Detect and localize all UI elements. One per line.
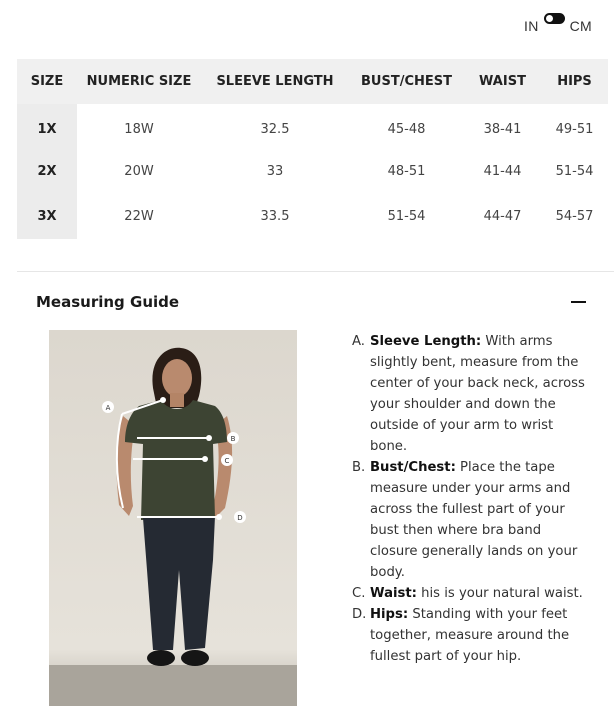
step-text: his is your natural waist.: [416, 586, 583, 601]
unit-label-cm[interactable]: CM: [569, 18, 592, 34]
table-cell: 48-51: [387, 164, 426, 179]
step-term: Bust/Chest:: [370, 460, 456, 475]
column-header: HIPS: [541, 59, 608, 104]
table-cell: 38-41: [483, 122, 522, 137]
list-item: [352, 457, 592, 583]
table-cell: 33.5: [260, 209, 290, 224]
size-cell: 2X: [17, 149, 77, 194]
list-item: [352, 583, 592, 604]
marker-letter: A: [105, 404, 111, 412]
step-term: Sleeve Length:: [370, 334, 482, 349]
marker-letter: C: [224, 457, 230, 465]
step-text: Standing with your feet together, measure around the fullest part of your hip.: [370, 607, 570, 664]
table-cell: 32.5: [260, 122, 290, 137]
step-term: Hips:: [370, 607, 409, 622]
step-text: With arms slightly bent, measure from the center of your back neck, across your shoulder and down the outside of your arm to wrist bone.: [370, 334, 585, 454]
table-cell: 51-54: [555, 164, 594, 179]
measurement-steps-list: [352, 331, 592, 667]
step-letter: B.: [352, 460, 366, 475]
column-header: SIZE: [17, 59, 77, 104]
table-cell: 49-51: [555, 122, 594, 137]
column-header: SLEEVE LENGTH: [201, 59, 349, 104]
step-letter: D.: [352, 607, 367, 622]
list-item: [352, 604, 592, 667]
marker-c: [221, 454, 233, 466]
marker-letter: B: [230, 435, 236, 443]
size-chart-table: [17, 59, 608, 239]
table-cell: 45-48: [387, 122, 426, 137]
model-illustration: [49, 330, 297, 706]
step-letter: C.: [352, 586, 366, 601]
table-cell: 44-47: [483, 209, 522, 224]
step-term: Waist:: [370, 586, 417, 601]
marker-a: [102, 401, 114, 413]
table-row: [17, 149, 608, 194]
step-text: Place the tape measure under your arms and across the fullest part of your bust then where bra band closure generally lands on your body.: [370, 460, 578, 580]
table-row: [17, 194, 608, 239]
model-measurement-photo: [49, 330, 297, 706]
table-cell: 54-57: [555, 209, 594, 224]
column-header: BUST/CHEST: [349, 59, 464, 104]
table-cell: 20W: [124, 164, 154, 179]
measuring-guide-title: Measuring Guide: [36, 293, 180, 311]
table-cell: 22W: [124, 209, 154, 224]
table-cell: 41-44: [483, 164, 522, 179]
table-cell: 51-54: [387, 209, 426, 224]
marker-d: [234, 511, 246, 523]
table-header-row: [17, 59, 608, 104]
column-header: WAIST: [464, 59, 541, 104]
table-row: [17, 104, 608, 149]
marker-letter: D: [237, 514, 243, 522]
section-divider: [17, 271, 614, 272]
unit-label-in[interactable]: IN: [524, 18, 539, 34]
table-cell: 18W: [124, 122, 154, 137]
table-cell: 33: [266, 164, 284, 179]
size-cell: 3X: [17, 194, 77, 239]
list-item: [352, 331, 592, 457]
unit-switch[interactable]: [544, 13, 565, 24]
marker-b: [227, 432, 239, 444]
column-header: NUMERIC SIZE: [77, 59, 201, 104]
collapse-minus-icon[interactable]: [571, 301, 586, 303]
size-cell: 1X: [17, 104, 77, 149]
switch-knob: [546, 15, 553, 22]
step-letter: A.: [352, 334, 365, 349]
unit-toggle[interactable]: [524, 18, 592, 34]
